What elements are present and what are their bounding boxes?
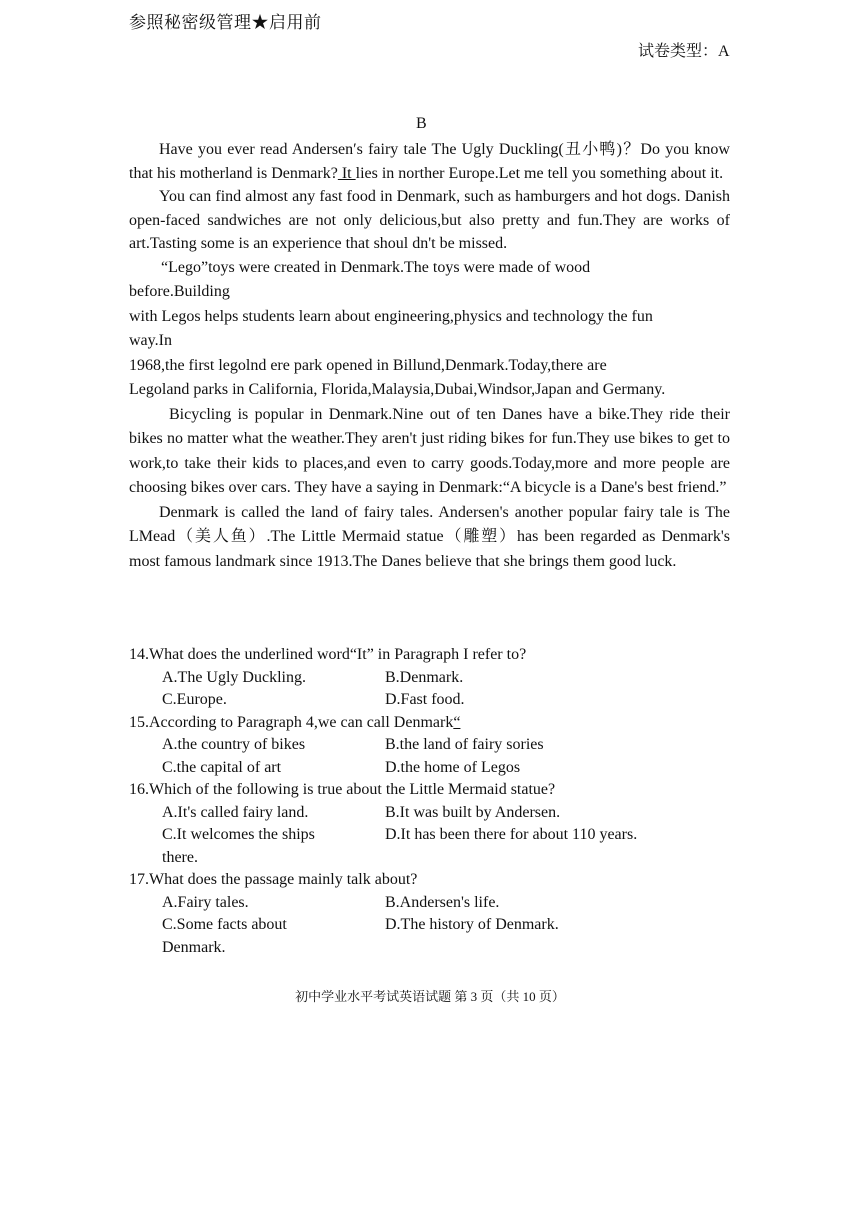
question-stem: 16.Which of the following is true about the Little Mermaid statue?: [129, 781, 556, 798]
option-b[interactable]: B.the land of fairy sories: [385, 736, 544, 753]
paragraph-3-line: 1968,the first legolnd ere park opened in Billund,Denmark.Today,there are: [129, 356, 607, 374]
paper-type-label: 试卷类型：A: [638, 43, 730, 60]
paragraph-1: [129, 138, 730, 185]
question-17: [129, 869, 730, 959]
option-a[interactable]: A.The Ugly Duckling.: [162, 668, 306, 686]
paragraph-3: [129, 256, 730, 403]
option-a[interactable]: A.the country of bikes: [162, 736, 306, 753]
option-d[interactable]: D.Fast food.: [385, 691, 465, 708]
page-footer: 初中学业水平考试英语试题 第 3 页（共 10 页）: [295, 989, 565, 1004]
option-d[interactable]: D.It has been there for about 110 years.: [385, 826, 638, 843]
option-c[interactable]: C.Europe.: [162, 691, 227, 708]
paragraph-4: Bicycling is popular in Denmark.Nine out of ten Danes have a bike.They ride their bikes no matter what the weather.They aren't just riding bikes for fun.They use bikes to get to work,to take their kids to places,and even to carry goods.Today,more and more people are choosing bikes over cars. They have a saying in Denmark:“A bicycle is a Dane's best friend.”: [129, 405, 730, 496]
question-list: [129, 644, 730, 959]
question-stem: 14.What does the underlined word“It” in Paragraph I refer to?: [129, 646, 527, 663]
question-stem: 15.According to Paragraph 4,we can call Denmark“: [129, 713, 461, 731]
paragraph-2: You can find almost any fast food in Denmark, such as hamburgers and hot dogs. Danish open-faced sandwiches are not only delicious,but also pretty and fun.They are works of art.Tasting some is an experience that shoul dn't be missed.: [129, 188, 730, 252]
section-title: B: [416, 115, 427, 132]
option-d[interactable]: D.The history of Denmark.: [385, 916, 559, 933]
paragraph-1-end: lies in norther Europe.Let me tell you something about it.: [355, 164, 724, 182]
option-a[interactable]: A.Fairy tales.: [162, 893, 249, 911]
paragraph-3-line: Legoland parks in California, Florida,Malaysia,Dubai,Windsor,Japan and Germany.: [129, 381, 666, 398]
question-14: [129, 644, 730, 712]
paragraph-3-line: “Lego”toys were created in Denmark.The toys were made of wood: [161, 258, 591, 276]
underlined-word-it: It: [337, 164, 356, 182]
option-c[interactable]: C.It welcomes the ships there.: [162, 826, 315, 866]
question-stem: 17.What does the passage mainly talk about?: [129, 871, 418, 888]
answer-blank: “: [453, 713, 461, 731]
question-16: [129, 779, 730, 869]
option-b[interactable]: B.Denmark.: [385, 668, 464, 686]
confidentiality-label: 参照秘密级管理★启用前: [129, 13, 322, 32]
option-b[interactable]: B.It was built by Andersen.: [385, 803, 561, 821]
reading-passage: [129, 138, 730, 574]
option-d[interactable]: D.the home of Legos: [385, 758, 521, 776]
option-c[interactable]: C.the capital of art: [162, 758, 282, 776]
question-15: [129, 712, 730, 780]
paragraph-1-start: Have you ever read Andersen′s fairy tale The Ugly Duckling(丑小鸭)？Do you know that his motherland is Denmark?: [129, 141, 730, 182]
paragraph-3-line: before.Building: [129, 283, 230, 300]
paragraph-3-line: way.In: [129, 332, 172, 349]
paragraph-3-line: with Legos helps students learn about engineering,physics and technology the fun: [129, 307, 653, 325]
option-a[interactable]: A.It's called fairy land.: [162, 803, 309, 821]
option-c[interactable]: C.Some facts about Denmark.: [162, 916, 287, 956]
paragraph-5: Denmark is called the land of fairy tales. Andersen's another popular fairy tale is The LMead（美人鱼）.The Little Mermaid statue（雕塑）has been regarded as Denmark's most famous landmark since 1913.The Danes believe that she brings them good luck.: [129, 503, 730, 570]
option-b[interactable]: B.Andersen's life.: [385, 893, 500, 911]
